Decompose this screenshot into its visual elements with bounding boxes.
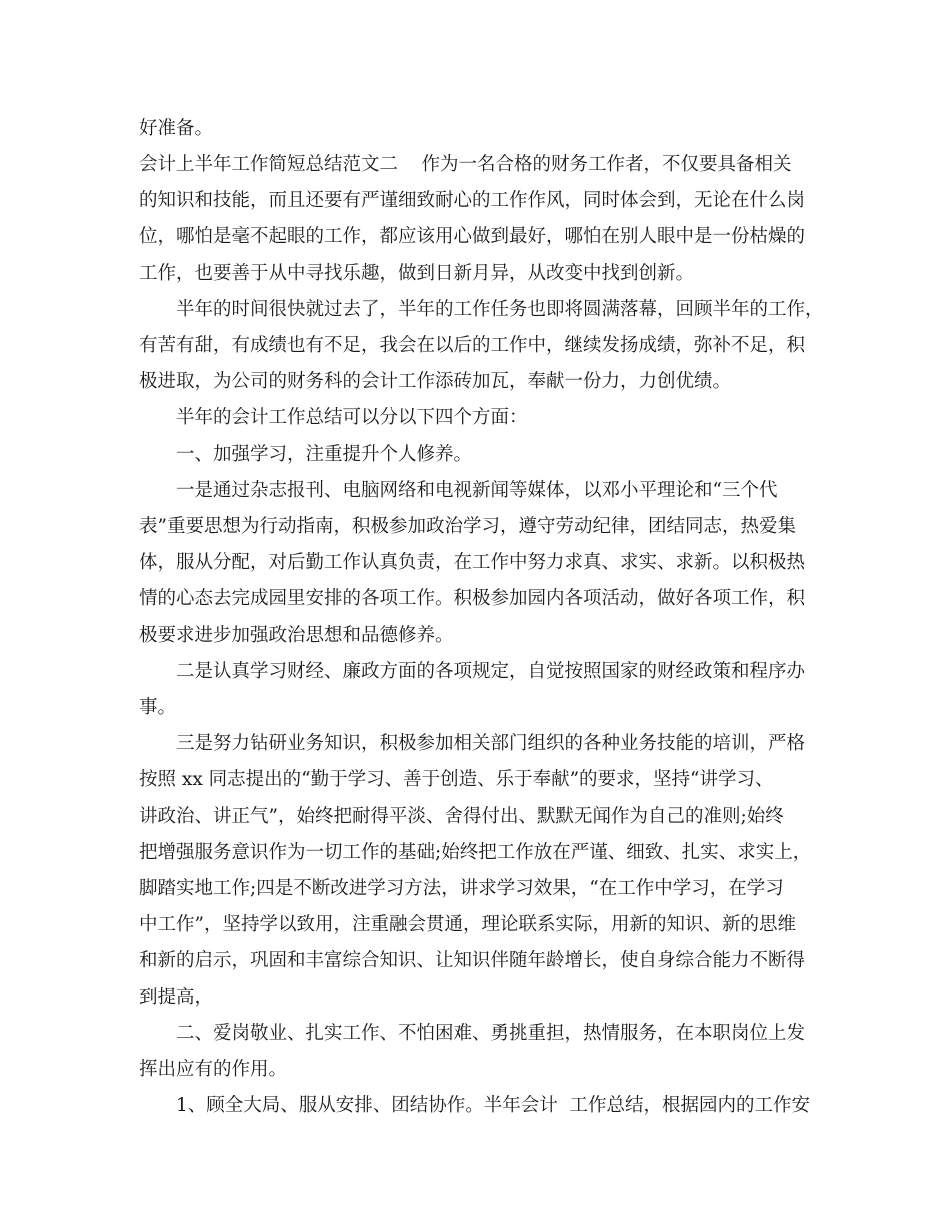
text-line: 一是通过杂志报刊、电脑网络和电视新闻等媒体，以邓小平理论和“三个代 <box>176 480 778 501</box>
text-line: 工作，也要善于从中寻找乐趣，做到日新月异，从改变中找到创新。 <box>139 263 695 284</box>
text-line: 和新的启示，巩固和丰富综合知识、让知识伴随年龄增长，使自身综合能力不断得 <box>139 950 806 971</box>
text-line: 体，服从分配，对后勤工作认真负责，在工作中努力求真、求实、求新。以积极热 <box>139 552 806 573</box>
text-line: 挥出应有的作用。 <box>139 1059 288 1080</box>
text-line: 三是努力钻研业务知识，积极参加相关部门组织的各种业务技能的培训，严格 <box>176 733 806 754</box>
text-line: 按照 xx 同志提出的“勤于学习、善于创造、乐于奉献”的要求，坚持“讲学习、 <box>139 769 774 790</box>
text-line: 极进取，为公司的财务科的会计工作添砖加瓦，奉献一份力，力创优绩。 <box>139 371 732 392</box>
text-line: 讲政治、讲正气”，始终把耐得平淡、舍得付出、默默无闻作为自己的准则;始终 <box>139 806 784 827</box>
text-line: 的知识和技能，而且还要有严谨细致耐心的工作作风，同时体会到，无论在什么岗 <box>139 190 806 211</box>
text-line: 情的心态去完成园里安排的各项工作。积极参加园内各项活动，做好各项工作，积 <box>139 588 806 609</box>
text-line: 会计上半年工作简短总结范文二 作为一名合格的财务工作者，不仅要具备相关 <box>139 154 792 175</box>
text-line: 1、顾全大局、服从安排、团结协作。半年会计 工作总结，根据园内的工作安 <box>176 1095 811 1116</box>
text-line: 表”重要思想为行动指南，积极参加政治学习，遵守劳动纪律，团结同志，热爱集 <box>139 516 796 537</box>
text-line: 位，哪怕是毫不起眼的工作，都应该用心做到最好，哪怕在别人眼中是一份枯燥的 <box>139 226 806 247</box>
text-line: 极要求进步加强政治思想和品德修养。 <box>139 625 454 646</box>
text-line: 二是认真学习财经、廉政方面的各项规定，自觉按照国家的财经政策和程序办 <box>176 661 806 682</box>
text-line: 中工作”，坚持学以致用，注重融会贯通，理论联系实际，用新的知识、新的思维 <box>139 914 796 935</box>
text-line: 一、加强学习，注重提升个人修养。 <box>176 444 473 465</box>
text-line: 事。 <box>139 697 177 718</box>
text-line: 把增强服务意识作为一切工作的基础;始终把工作放在严谨、细致、扎实、求实上， <box>139 842 812 863</box>
text-line: 脚踏实地工作;四是不断改进学习方法，讲求学习效果，“在工作中学习，在学习 <box>139 878 784 899</box>
text-line: 有苦有甜，有成绩也有不足，我会在以后的工作中，继续发扬成绩，弥补不足，积 <box>139 335 806 356</box>
text-line: 半年的时间很快就过去了，半年的工作任务也即将圆满落幕，回顾半年的工作， <box>176 299 824 320</box>
text-line: 好准备。 <box>139 118 214 139</box>
text-line: 到提高， <box>139 987 214 1008</box>
text-line: 半年的会计工作总结可以分以下四个方面： <box>176 407 528 428</box>
text-line: 二、爱岗敬业、扎实工作、不怕困难、勇挑重担，热情服务，在本职岗位上发 <box>176 1023 806 1044</box>
